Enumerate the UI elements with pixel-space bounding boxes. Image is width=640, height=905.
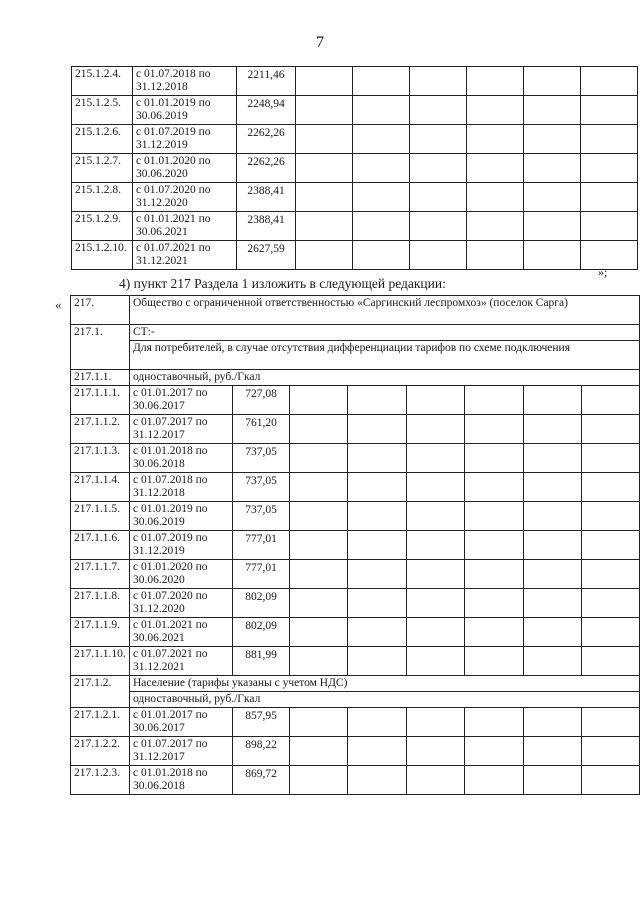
row-value: 2388,41 [237, 183, 296, 212]
empty-cell [410, 154, 467, 183]
empty-cell [407, 560, 465, 589]
empty-cell [467, 96, 524, 125]
empty-cell [581, 183, 638, 212]
empty-cell [348, 589, 407, 618]
row-value: 761,20 [233, 415, 290, 444]
empty-cell [524, 125, 581, 154]
empty-cell [581, 96, 638, 125]
empty-cell [523, 647, 581, 676]
population-row [71, 676, 640, 692]
row-code: 215.1.2.8. [72, 183, 133, 212]
row-code: 215.1.2.5. [72, 96, 133, 125]
empty-cell [289, 560, 347, 589]
page-number: 7 [316, 34, 324, 51]
empty-cell [289, 473, 347, 502]
empty-cell [410, 212, 467, 241]
tariff-row [71, 502, 640, 531]
tariff-row [71, 708, 640, 737]
row-value: 857,95 [233, 708, 290, 737]
tariff-row [71, 560, 640, 589]
empty-cell [353, 67, 410, 96]
empty-cell [581, 618, 639, 647]
row-period: с 01.01.2019 по 30.06.2019 [133, 96, 237, 125]
empty-cell [467, 183, 524, 212]
row-code: 217.1.2.1. [71, 708, 130, 737]
empty-cell [524, 67, 581, 96]
empty-cell [467, 125, 524, 154]
empty-cell [348, 473, 407, 502]
single-rate-row-2 [71, 692, 640, 708]
empty-cell [289, 708, 347, 737]
empty-cell [581, 444, 639, 473]
row-period: с 01.01.2019 по 30.06.2019 [129, 502, 232, 531]
row-value: 802,09 [233, 589, 290, 618]
tariff-row [72, 212, 638, 241]
empty-cell [467, 241, 524, 270]
empty-cell [523, 386, 581, 415]
empty-cell [407, 531, 465, 560]
empty-cell [581, 154, 638, 183]
empty-cell [407, 444, 465, 473]
org-name: Общество с ограниченной ответственностью «Саргинский леспромхоз» (поселок Сарга) [129, 296, 639, 325]
empty-cell [348, 444, 407, 473]
empty-cell [524, 241, 581, 270]
empty-cell [407, 708, 465, 737]
empty-cell [523, 415, 581, 444]
empty-cell [581, 531, 639, 560]
row-value: 2211,46 [237, 67, 296, 96]
empty-cell [410, 67, 467, 96]
empty-cell [467, 67, 524, 96]
empty-cell [465, 708, 523, 737]
tariff-row [72, 241, 638, 270]
row-code: 217.1.1.1. [71, 386, 130, 415]
empty-cell [523, 444, 581, 473]
empty-cell [353, 154, 410, 183]
empty-cell [581, 125, 638, 154]
row-value: 727,08 [233, 386, 290, 415]
empty-cell [296, 183, 353, 212]
empty-cell [289, 531, 347, 560]
row-code: 217.1.1.6. [71, 531, 130, 560]
empty-cell [523, 560, 581, 589]
row-code: 215.1.2.9. [72, 212, 133, 241]
empty-cell [581, 415, 639, 444]
empty-cell [581, 473, 639, 502]
empty-cell [348, 386, 407, 415]
st-row [71, 325, 640, 341]
empty-cell [353, 241, 410, 270]
row-period: с 01.01.2018 по 30.06.2018 [129, 766, 232, 795]
row-period: с 01.01.2020 по 30.06.2020 [129, 560, 232, 589]
empty-cell [289, 386, 347, 415]
empty-cell [289, 766, 347, 795]
empty-cell [289, 444, 347, 473]
tariff-row [71, 589, 640, 618]
tariff-row [71, 531, 640, 560]
row-code: 217.1.1.7. [71, 560, 130, 589]
empty-cell [289, 618, 347, 647]
row-value: 777,01 [233, 531, 290, 560]
row-value: 737,05 [233, 502, 290, 531]
single-rate-label-1: одноставочный, руб./Гкал [129, 370, 639, 386]
empty-cell [523, 531, 581, 560]
row-code: 215.1.2.10. [72, 241, 133, 270]
empty-cell [407, 766, 465, 795]
tariff-row [71, 473, 640, 502]
empty-cell [524, 212, 581, 241]
empty-cell [465, 415, 523, 444]
empty-cell [410, 183, 467, 212]
empty-cell [581, 560, 639, 589]
row-period: с 01.01.2021 по 30.06.2021 [133, 212, 237, 241]
empty-cell [289, 737, 347, 766]
tariff-row [71, 444, 640, 473]
tariff-row [71, 415, 640, 444]
empty-cell [465, 737, 523, 766]
empty-cell [465, 618, 523, 647]
empty-cell [407, 618, 465, 647]
row-code: 217.1.1.4. [71, 473, 130, 502]
empty-cell [348, 415, 407, 444]
row-value: 737,05 [233, 444, 290, 473]
tariff-row [71, 737, 640, 766]
row-code: 217.1.1.5. [71, 502, 130, 531]
st-label: СТ:- [129, 325, 639, 341]
empty-cell [523, 502, 581, 531]
empty-cell [581, 67, 638, 96]
row-value: 802,09 [233, 618, 290, 647]
row-period: с 01.07.2017 по 31.12.2017 [129, 737, 232, 766]
empty-cell [467, 212, 524, 241]
empty-cell [296, 212, 353, 241]
empty-cell [523, 618, 581, 647]
consumers-note-row [71, 341, 640, 370]
row-period: с 01.01.2021 по 30.06.2021 [129, 618, 232, 647]
empty-cell [465, 386, 523, 415]
empty-cell [581, 502, 639, 531]
empty-cell [465, 473, 523, 502]
row-period: с 01.07.2017 по 31.12.2017 [129, 415, 232, 444]
empty-cell [407, 737, 465, 766]
row-period: с 01.01.2020 по 30.06.2020 [133, 154, 237, 183]
empty-cell [296, 241, 353, 270]
empty-cell [524, 96, 581, 125]
tariff-row [72, 183, 638, 212]
tariff-row [72, 96, 638, 125]
empty-cell [407, 473, 465, 502]
row-value: 2627,59 [237, 241, 296, 270]
row-period: с 01.07.2019 по 31.12.2019 [133, 125, 237, 154]
row-period: с 01.01.2017 по 30.06.2017 [129, 386, 232, 415]
opening-quote-mark: « [55, 297, 62, 312]
st-code: 217.1. [71, 325, 130, 370]
row-value: 2388,41 [237, 212, 296, 241]
empty-cell [581, 766, 639, 795]
empty-cell [289, 647, 347, 676]
closing-quote-mark: »; [598, 265, 608, 279]
empty-cell [407, 647, 465, 676]
empty-cell [523, 589, 581, 618]
row-code: 217.1.1.10. [71, 647, 130, 676]
empty-cell [465, 589, 523, 618]
single-rate-row-1 [71, 370, 640, 386]
empty-cell [581, 647, 639, 676]
empty-cell [353, 212, 410, 241]
row-period: с 01.07.2021 по 31.12.2021 [129, 647, 232, 676]
empty-cell [289, 589, 347, 618]
empty-cell [353, 96, 410, 125]
empty-cell [348, 737, 407, 766]
tariff-row [71, 618, 640, 647]
empty-cell [524, 183, 581, 212]
empty-cell [407, 415, 465, 444]
row-code: 215.1.2.6. [72, 125, 133, 154]
empty-cell [581, 589, 639, 618]
empty-cell [407, 386, 465, 415]
tariff-row [71, 386, 640, 415]
tariff-row [71, 647, 640, 676]
org-row [71, 296, 640, 325]
empty-cell [465, 766, 523, 795]
row-period: с 01.07.2021 по 31.12.2021 [133, 241, 237, 270]
empty-cell [410, 125, 467, 154]
empty-cell [296, 154, 353, 183]
row-value: 2262,26 [237, 125, 296, 154]
empty-cell [348, 708, 407, 737]
row-value: 881,99 [233, 647, 290, 676]
empty-cell [348, 766, 407, 795]
empty-cell [581, 212, 638, 241]
row-period: с 01.01.2017 по 30.06.2017 [129, 708, 232, 737]
row-code: 215.1.2.7. [72, 154, 133, 183]
empty-cell [523, 766, 581, 795]
single-rate-code-1: 217.1.1. [71, 370, 130, 386]
empty-cell [581, 241, 638, 270]
empty-cell [348, 647, 407, 676]
row-period: с 01.07.2018 по 31.12.2018 [129, 473, 232, 502]
empty-cell [296, 96, 353, 125]
row-code: 217.1.1.2. [71, 415, 130, 444]
row-code: 217.1.1.8. [71, 589, 130, 618]
empty-cell [407, 502, 465, 531]
row-code: 217.1.1.3. [71, 444, 130, 473]
tariff-row [72, 67, 638, 96]
empty-cell [523, 737, 581, 766]
empty-cell [289, 502, 347, 531]
empty-cell [407, 589, 465, 618]
tariff-row [72, 154, 638, 183]
empty-cell [353, 183, 410, 212]
empty-cell [581, 708, 639, 737]
row-code: 215.1.2.4. [72, 67, 133, 96]
empty-cell [465, 531, 523, 560]
empty-cell [524, 154, 581, 183]
row-value: 2262,26 [237, 154, 296, 183]
tariff-table-217 [70, 295, 640, 795]
empty-cell [410, 241, 467, 270]
row-value: 737,05 [233, 473, 290, 502]
empty-cell [523, 473, 581, 502]
empty-cell [348, 560, 407, 589]
empty-cell [348, 502, 407, 531]
empty-cell [465, 444, 523, 473]
row-code: 217.1.1.9. [71, 618, 130, 647]
row-period: с 01.07.2020 по 31.12.2020 [133, 183, 237, 212]
tariff-row [71, 766, 640, 795]
tariff-table-215 [71, 66, 638, 270]
empty-cell [289, 415, 347, 444]
empty-cell [467, 154, 524, 183]
amendment-paragraph: 4) пункт 217 Раздела 1 изложить в следующей редакции: [119, 276, 446, 291]
row-period: с 01.01.2018 по 30.06.2018 [129, 444, 232, 473]
empty-cell [410, 96, 467, 125]
empty-cell [523, 708, 581, 737]
row-value: 777,01 [233, 560, 290, 589]
org-code: 217. [71, 296, 130, 325]
empty-cell [348, 531, 407, 560]
row-value: 898,22 [233, 737, 290, 766]
population-code: 217.1.2. [71, 676, 130, 708]
empty-cell [581, 386, 639, 415]
row-value: 2248,94 [237, 96, 296, 125]
empty-cell [296, 125, 353, 154]
row-code: 217.1.2.3. [71, 766, 130, 795]
tariff-row [72, 125, 638, 154]
row-code: 217.1.2.2. [71, 737, 130, 766]
row-period: с 01.07.2019 по 31.12.2019 [129, 531, 232, 560]
row-period: с 01.07.2020 по 31.12.2020 [129, 589, 232, 618]
empty-cell [581, 737, 639, 766]
empty-cell [465, 647, 523, 676]
consumers-note: Для потребителей, в случае отсутствия дифференциации тарифов по схеме подключения [129, 341, 639, 370]
population-label: Население (тарифы указаны с учетом НДС) [129, 676, 639, 692]
single-rate-label-2: одноставочный, руб./Гкал [129, 692, 639, 708]
empty-cell [465, 502, 523, 531]
empty-cell [353, 125, 410, 154]
row-value: 869,72 [233, 766, 290, 795]
empty-cell [465, 560, 523, 589]
empty-cell [348, 618, 407, 647]
empty-cell [296, 67, 353, 96]
row-period: с 01.07.2018 по 31.12.2018 [133, 67, 237, 96]
